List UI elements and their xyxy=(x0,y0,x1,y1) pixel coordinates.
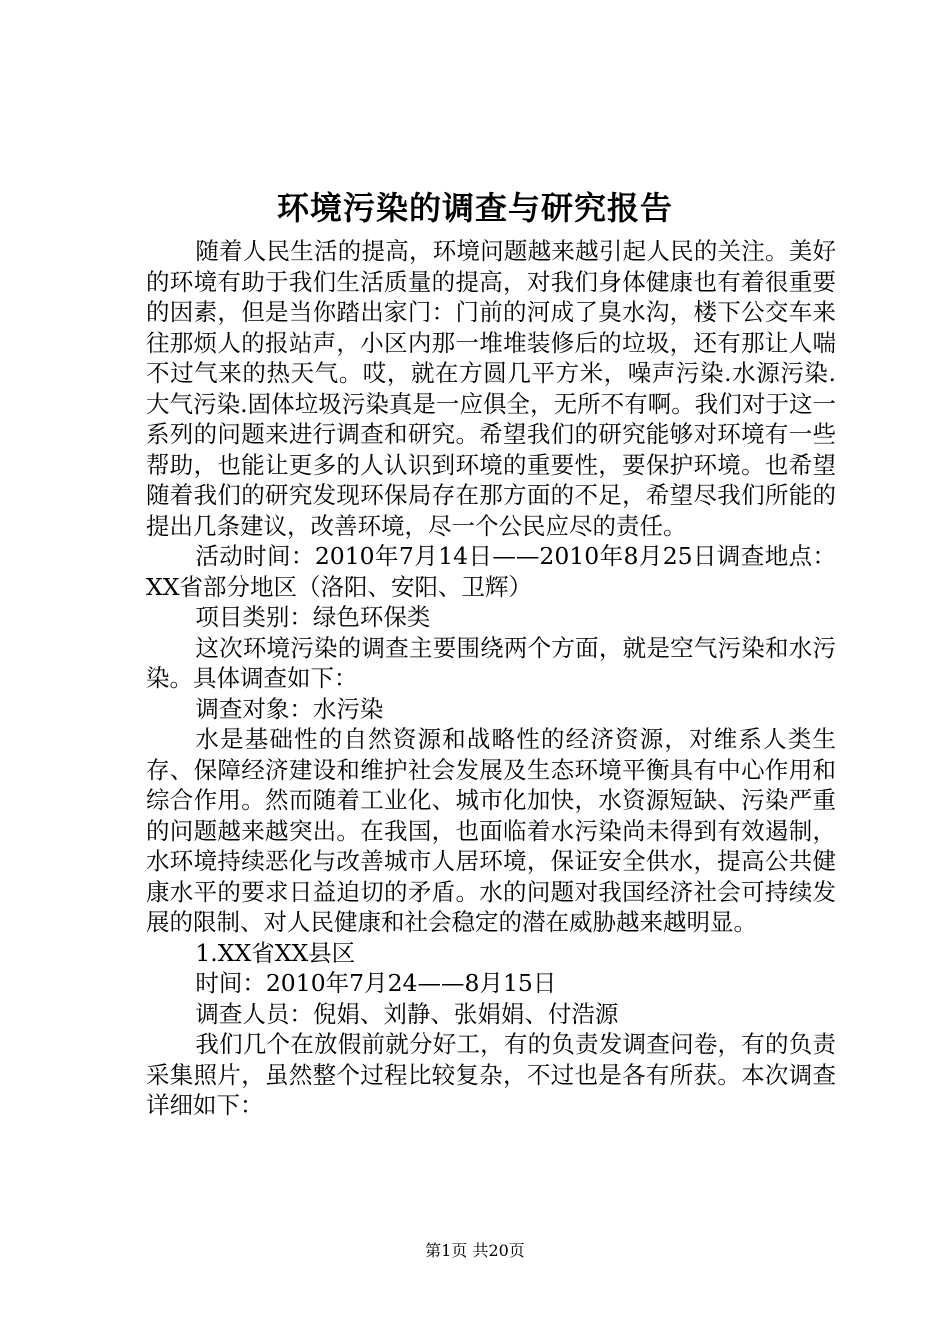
paragraph-survey-scope: 这次环境污染的调查主要围绕两个方面，就是空气污染和水污染。具体调查如下： xyxy=(146,633,836,692)
paragraph-survey-object: 调查对象：水污染 xyxy=(195,694,384,723)
page-number-footer: 第1页 共20页 xyxy=(425,1241,525,1260)
document-title: 环境污染的调查与研究报告 xyxy=(276,189,673,227)
paragraph-intro: 随着人民生活的提高，环境问题越来越引起人民的关注。美好的环境有助于我们生活质量的提高，对我们身体健康也有着很重要的因素，但是当你踏出家门：门前的河成了臭水沟，楼下公交车来往那烦人的报站声，小区内那一堆堆装修后的垃圾，还有那让人喘不过气来的热天气。哎，就在方圆几平方米，噪声污染.水源污染.大气污染.固体垃圾污染真是一应俱全，无所不有啊。我们对于这一系列的问题来进行调查和研究。希望我们的研究能够对环境有一些帮助，也能让更多的人认识到环境的重要性，要保护环境。也希望随着我们的研究发现环保局存在那方面的不足，希望尽我们所能的提出几条建议，改善环境，尽一个公民应尽的责任。 xyxy=(146,237,836,540)
paragraph-work-division: 我们几个在放假前就分好工，有的负责发调查问卷，有的负责采集照片，虽然整个过程比较复杂，不过也是各有所获。本次调查详细如下： xyxy=(146,1030,836,1119)
document-body xyxy=(146,236,836,1121)
paragraph-project-category: 项目类别：绿色环保类 xyxy=(195,603,431,631)
paragraph-activity-time: 活动时间：2010年7月14日——2010年8月25日调查地点：XX省部分地区（洛阳、安阳、卫辉） xyxy=(146,542,836,601)
paragraph-location: 1.XX省XX县区 xyxy=(195,938,356,967)
paragraph-survey-time: 时间：2010年7月24——8月15日 xyxy=(195,969,557,997)
paragraph-survey-members: 调查人员：倪娟、刘静、张娟娟、付浩源 xyxy=(195,999,619,1028)
paragraph-water-resources: 水是基础性的自然资源和战略性的经济资源，对维系人类生存、保障经济建设和维护社会发展及生态环境平衡具有中心作用和综合作用。然而随着工业化、城市化加快，水资源短缺、污染严重的问题越来越突出。在我国，也面临着水污染尚未得到有效遏制，水环境持续恶化与改善城市人居环境，保证安全供水，提高公共健康水平的要求日益迫切的矛盾。水的问题对我国经济社会可持续发展的限制、对人民健康和社会稳定的潜在威胁越来越明显。 xyxy=(146,725,836,936)
